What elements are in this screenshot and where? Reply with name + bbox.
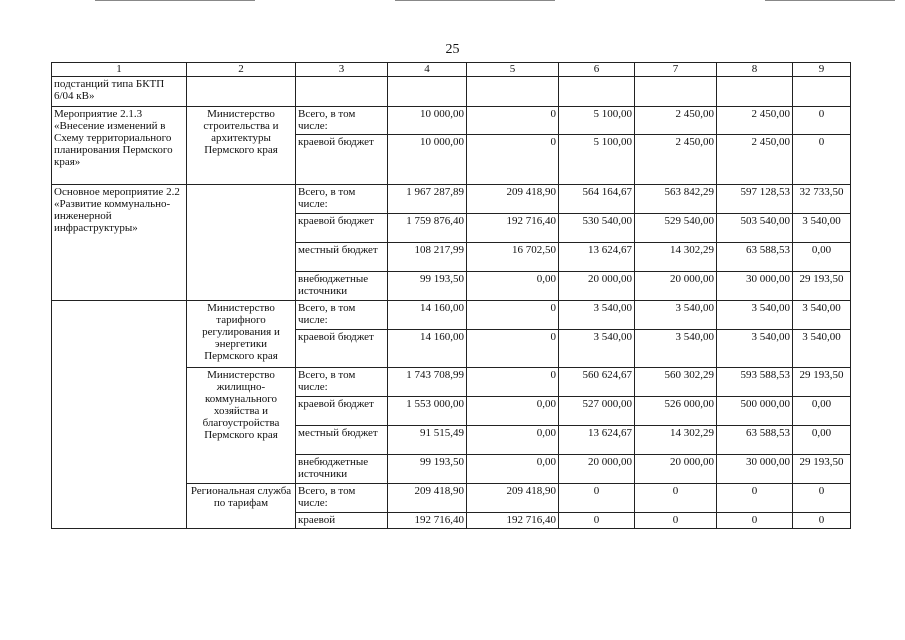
value-cell: 108 217,99 bbox=[388, 243, 467, 272]
value-cell: 560 624,67 bbox=[559, 368, 635, 397]
value-cell: 0,00 bbox=[793, 243, 851, 272]
value-cell: 30 000,00 bbox=[717, 272, 793, 301]
value-cell bbox=[793, 77, 851, 107]
executor-cell: Министерство жилищно-коммунального хозяйства и благоустройства Пермского края bbox=[187, 368, 296, 484]
value-cell: 20 000,00 bbox=[559, 272, 635, 301]
value-cell: 99 193,50 bbox=[388, 455, 467, 484]
value-cell: 2 450,00 bbox=[635, 107, 717, 135]
value-cell: 16 702,50 bbox=[467, 243, 559, 272]
table-header bbox=[52, 63, 851, 77]
value-cell: 5 100,00 bbox=[559, 107, 635, 135]
value-cell: 3 540,00 bbox=[635, 330, 717, 368]
table-row bbox=[52, 107, 851, 135]
page-number: 25 bbox=[445, 42, 460, 57]
value-cell bbox=[635, 77, 717, 107]
value-cell bbox=[559, 77, 635, 107]
value-cell: 1 759 876,40 bbox=[388, 214, 467, 243]
value-cell: 2 450,00 bbox=[635, 135, 717, 185]
value-cell: 0 bbox=[793, 107, 851, 135]
value-cell: 0,00 bbox=[793, 397, 851, 426]
value-cell: 527 000,00 bbox=[559, 397, 635, 426]
funding-source-cell: местный бюджет bbox=[296, 426, 388, 455]
value-cell: 0 bbox=[559, 484, 635, 513]
column-number: 3 bbox=[296, 63, 388, 77]
value-cell: 5 100,00 bbox=[559, 135, 635, 185]
value-cell: 0,00 bbox=[467, 272, 559, 301]
value-cell: 3 540,00 bbox=[793, 214, 851, 243]
value-cell: 3 540,00 bbox=[635, 301, 717, 330]
column-number: 6 bbox=[559, 63, 635, 77]
value-cell: 2 450,00 bbox=[717, 107, 793, 135]
value-cell bbox=[388, 77, 467, 107]
funding-source-cell: краевой бюджет bbox=[296, 135, 388, 185]
value-cell: 29 193,50 bbox=[793, 368, 851, 397]
value-cell: 0 bbox=[793, 513, 851, 529]
value-cell: 91 515,49 bbox=[388, 426, 467, 455]
funding-source-cell: внебюджетные источники bbox=[296, 272, 388, 301]
value-cell: 0 bbox=[635, 513, 717, 529]
value-cell: 0 bbox=[467, 107, 559, 135]
value-cell: 192 716,40 bbox=[388, 513, 467, 529]
executor-cell bbox=[187, 77, 296, 107]
value-cell: 0 bbox=[635, 484, 717, 513]
value-cell: 0 bbox=[467, 301, 559, 330]
executor-cell: Региональная служба по тарифам bbox=[187, 484, 296, 529]
value-cell: 14 160,00 bbox=[388, 330, 467, 368]
value-cell: 20 000,00 bbox=[635, 272, 717, 301]
value-cell: 14 160,00 bbox=[388, 301, 467, 330]
value-cell: 3 540,00 bbox=[717, 301, 793, 330]
value-cell: 0 bbox=[467, 330, 559, 368]
column-number: 1 bbox=[52, 63, 187, 77]
funding-source-cell: местный бюджет bbox=[296, 243, 388, 272]
value-cell: 3 540,00 bbox=[717, 330, 793, 368]
value-cell: 32 733,50 bbox=[793, 185, 851, 214]
value-cell: 0,00 bbox=[793, 426, 851, 455]
value-cell: 3 540,00 bbox=[559, 330, 635, 368]
value-cell: 0 bbox=[717, 513, 793, 529]
activity-cell: Мероприятие 2.1.3 «Внесение изменений в Схему территориального планирования Пермского края» bbox=[52, 107, 187, 185]
value-cell: 63 588,53 bbox=[717, 243, 793, 272]
value-cell: 0 bbox=[717, 484, 793, 513]
value-cell: 29 193,50 bbox=[793, 455, 851, 484]
value-cell: 500 000,00 bbox=[717, 397, 793, 426]
funding-source-cell: Всего, в том числе: bbox=[296, 368, 388, 397]
value-cell: 20 000,00 bbox=[635, 455, 717, 484]
executor-cell bbox=[187, 185, 296, 301]
column-number: 9 bbox=[793, 63, 851, 77]
executor-cell: Министерство строительства и архитектуры Пермского края bbox=[187, 107, 296, 185]
funding-source-cell bbox=[296, 77, 388, 107]
funding-source-cell: Всего, в том числе: bbox=[296, 107, 388, 135]
value-cell: 2 450,00 bbox=[717, 135, 793, 185]
value-cell: 20 000,00 bbox=[559, 455, 635, 484]
value-cell: 30 000,00 bbox=[717, 455, 793, 484]
activity-cell: подстанций типа БКТП 6/04 кВ» bbox=[52, 77, 187, 107]
activity-cell bbox=[52, 301, 187, 529]
funding-source-cell: краевой бюджет bbox=[296, 214, 388, 243]
top-border-line bbox=[765, 0, 895, 1]
column-number-row bbox=[52, 63, 851, 77]
value-cell: 192 716,40 bbox=[467, 214, 559, 243]
column-number: 4 bbox=[388, 63, 467, 77]
value-cell: 0 bbox=[793, 135, 851, 185]
value-cell: 529 540,00 bbox=[635, 214, 717, 243]
value-cell: 560 302,29 bbox=[635, 368, 717, 397]
funding-source-cell: краевой бюджет bbox=[296, 397, 388, 426]
budget-table bbox=[51, 62, 851, 529]
table-row bbox=[52, 301, 851, 330]
value-cell: 0 bbox=[467, 368, 559, 397]
executor-cell: Министерство тарифного регулирования и энергетики Пермского края bbox=[187, 301, 296, 368]
value-cell: 209 418,90 bbox=[388, 484, 467, 513]
value-cell bbox=[467, 77, 559, 107]
value-cell: 3 540,00 bbox=[559, 301, 635, 330]
value-cell: 0 bbox=[559, 513, 635, 529]
value-cell: 10 000,00 bbox=[388, 135, 467, 185]
value-cell: 209 418,90 bbox=[467, 185, 559, 214]
value-cell bbox=[717, 77, 793, 107]
top-border-line bbox=[395, 0, 555, 1]
funding-source-cell: краевой бюджет bbox=[296, 330, 388, 368]
value-cell: 597 128,53 bbox=[717, 185, 793, 214]
top-border-line bbox=[95, 0, 255, 1]
column-number: 8 bbox=[717, 63, 793, 77]
value-cell: 0 bbox=[467, 135, 559, 185]
value-cell: 14 302,29 bbox=[635, 426, 717, 455]
value-cell: 10 000,00 bbox=[388, 107, 467, 135]
funding-source-cell: Всего, в том числе: bbox=[296, 301, 388, 330]
value-cell: 63 588,53 bbox=[717, 426, 793, 455]
funding-source-cell: Всего, в том числе: bbox=[296, 185, 388, 214]
funding-source-cell: краевой bbox=[296, 513, 388, 529]
funding-source-cell: Всего, в том числе: bbox=[296, 484, 388, 513]
value-cell: 13 624,67 bbox=[559, 243, 635, 272]
column-number: 2 bbox=[187, 63, 296, 77]
value-cell: 0,00 bbox=[467, 397, 559, 426]
value-cell: 99 193,50 bbox=[388, 272, 467, 301]
value-cell: 563 842,29 bbox=[635, 185, 717, 214]
value-cell: 14 302,29 bbox=[635, 243, 717, 272]
funding-source-cell: внебюджетные источники bbox=[296, 455, 388, 484]
value-cell: 1 743 708,99 bbox=[388, 368, 467, 397]
activity-cell: Основное мероприятие 2.2 «Развитие коммунально-инженерной инфраструктуры» bbox=[52, 185, 187, 301]
value-cell: 564 164,67 bbox=[559, 185, 635, 214]
value-cell: 29 193,50 bbox=[793, 272, 851, 301]
column-number: 5 bbox=[467, 63, 559, 77]
value-cell: 0,00 bbox=[467, 455, 559, 484]
value-cell: 192 716,40 bbox=[467, 513, 559, 529]
value-cell: 0,00 bbox=[467, 426, 559, 455]
value-cell: 530 540,00 bbox=[559, 214, 635, 243]
value-cell: 209 418,90 bbox=[467, 484, 559, 513]
value-cell: 1 967 287,89 bbox=[388, 185, 467, 214]
value-cell: 3 540,00 bbox=[793, 301, 851, 330]
value-cell: 593 588,53 bbox=[717, 368, 793, 397]
table-row bbox=[52, 185, 851, 214]
value-cell: 3 540,00 bbox=[793, 330, 851, 368]
column-number: 7 bbox=[635, 63, 717, 77]
value-cell: 13 624,67 bbox=[559, 426, 635, 455]
value-cell: 526 000,00 bbox=[635, 397, 717, 426]
value-cell: 1 553 000,00 bbox=[388, 397, 467, 426]
table-row bbox=[52, 77, 851, 107]
value-cell: 503 540,00 bbox=[717, 214, 793, 243]
value-cell: 0 bbox=[793, 484, 851, 513]
